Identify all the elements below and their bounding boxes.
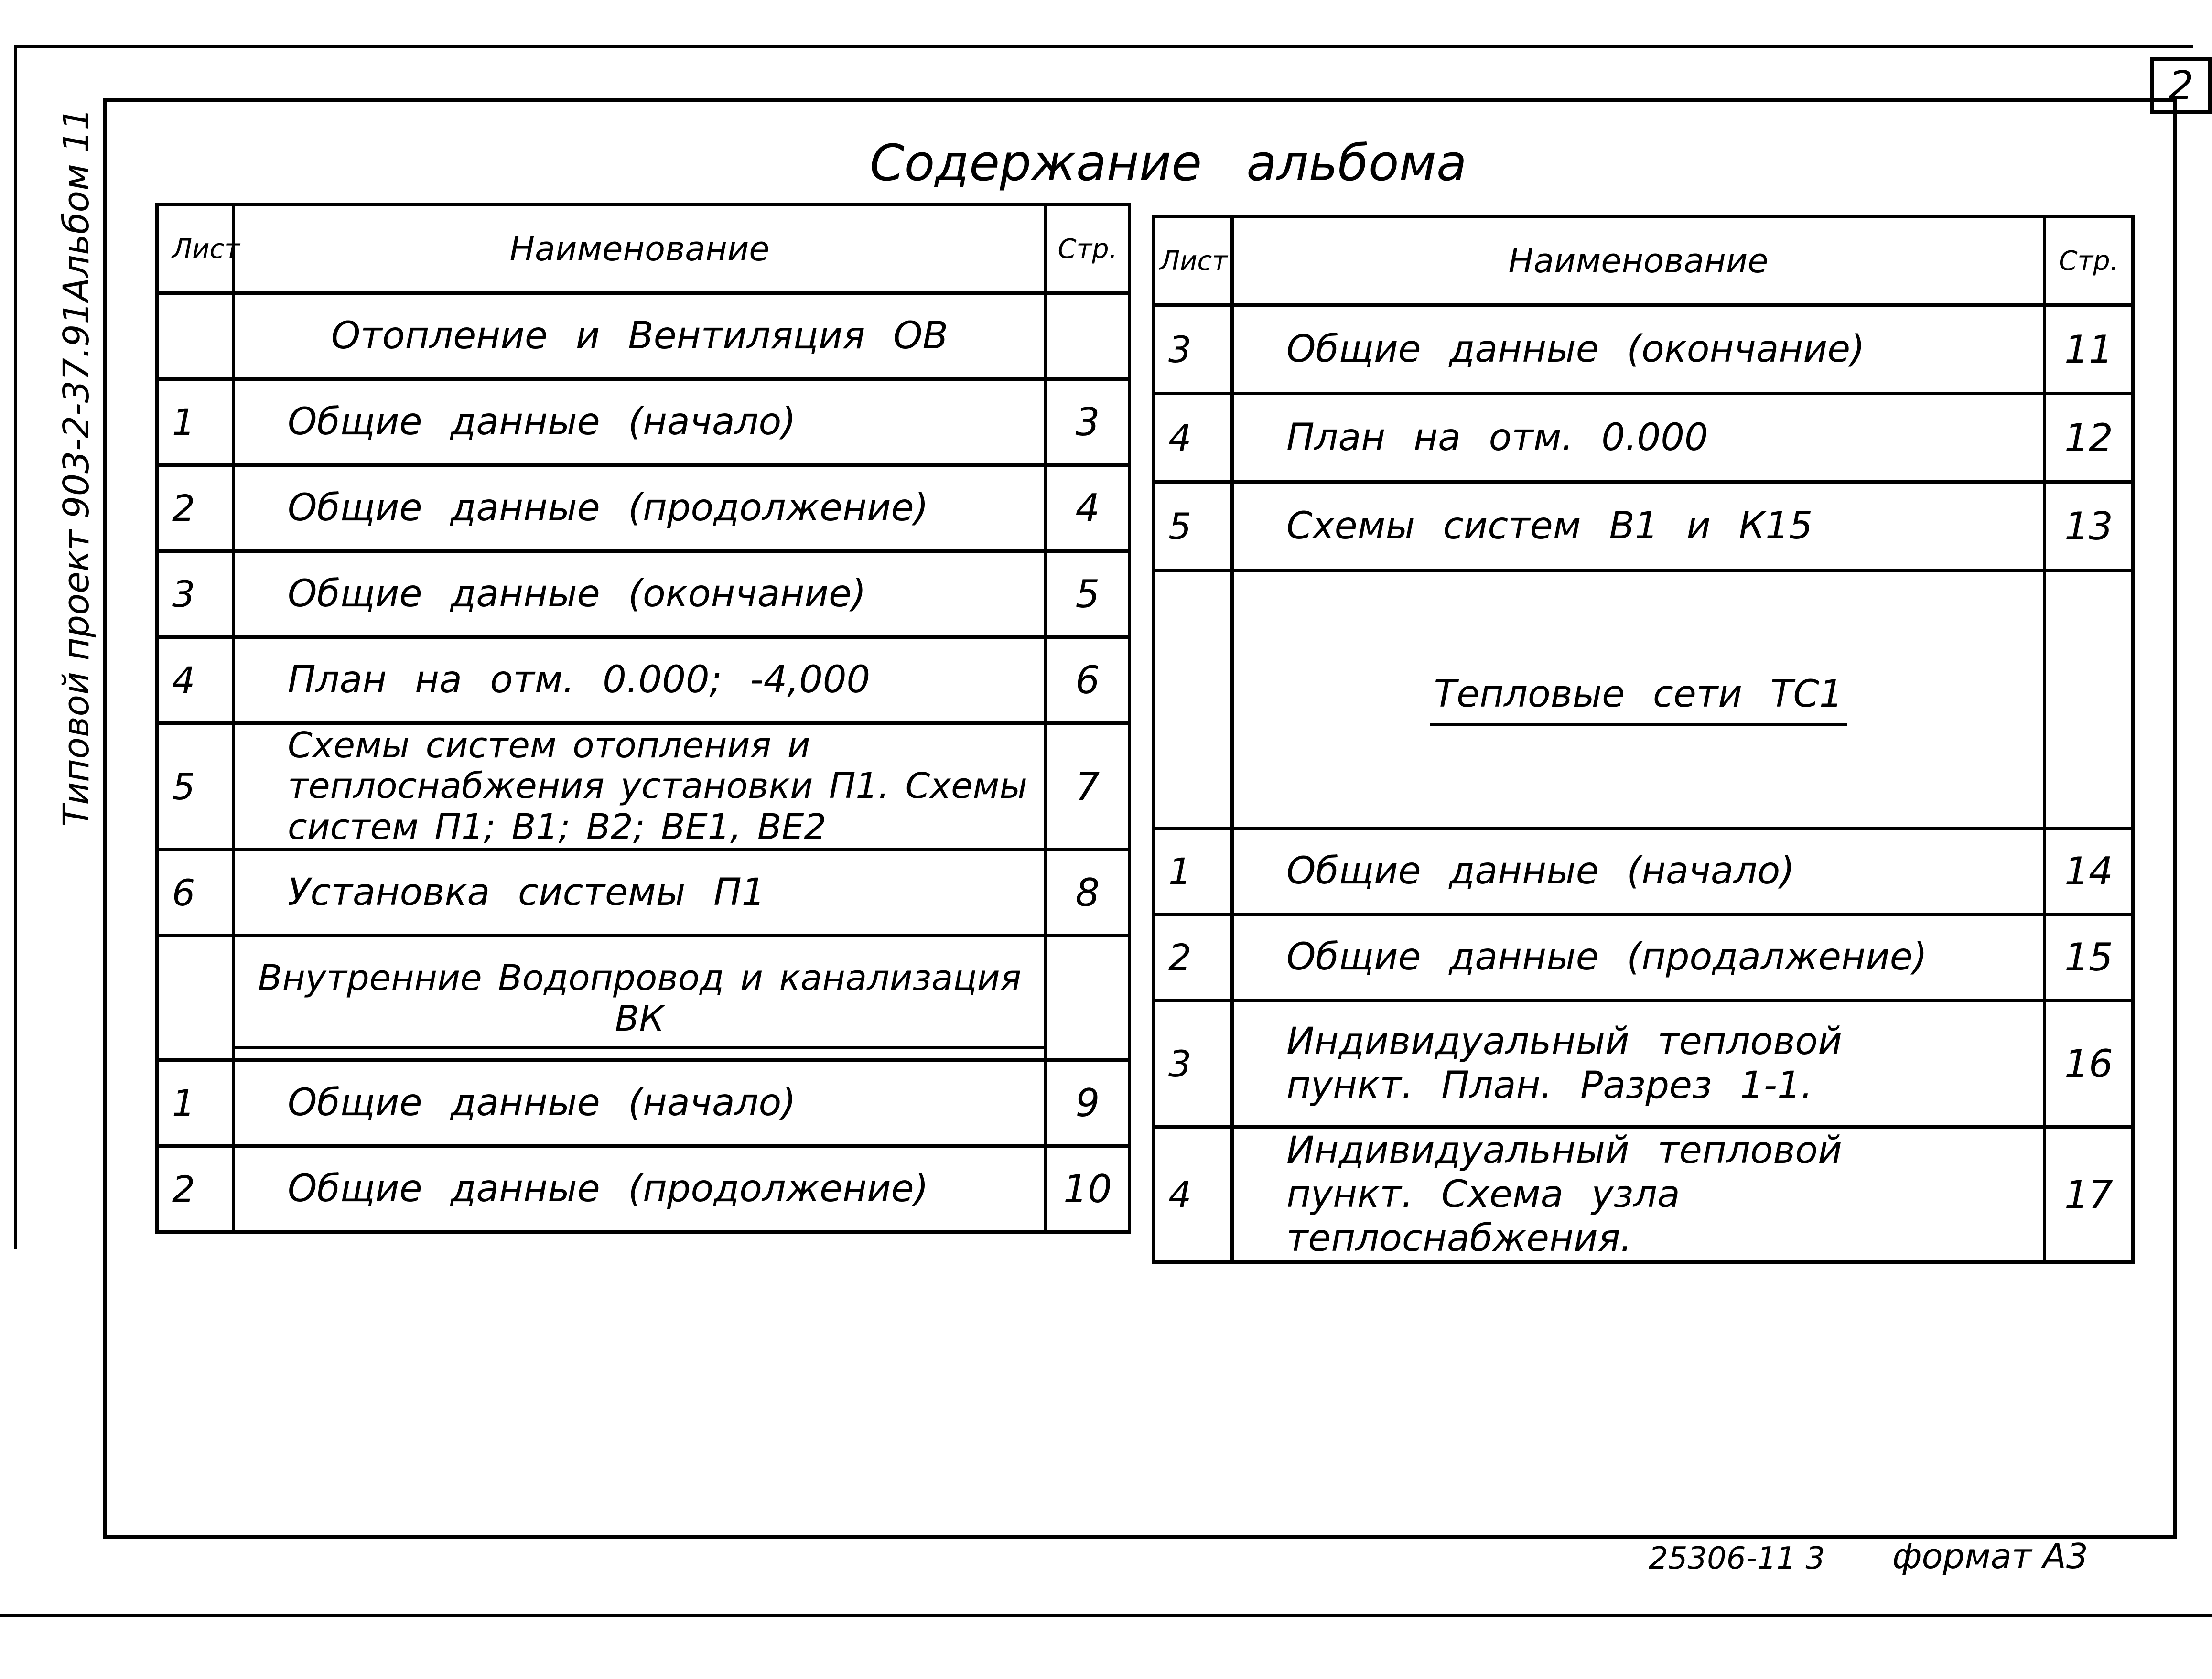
table-row	[157, 1146, 1130, 1232]
row-name: Общие данные (начало)	[234, 1060, 1046, 1146]
row-sheet: 1	[157, 1060, 234, 1146]
row-page: 8	[1046, 850, 1130, 936]
project-label: Типовой проект 903-2-37.91	[56, 301, 97, 827]
row-sheet: 4	[1154, 394, 1232, 482]
table-row	[1154, 1001, 2133, 1127]
row-sheet	[157, 293, 234, 379]
row-name: Индивидуальный тепловой пункт. План. Разрез 1-1.	[1232, 1001, 2045, 1127]
row-name: Общие данные (окончание)	[234, 551, 1046, 637]
row-sheet: 3	[1154, 305, 1232, 394]
row-sheet: 4	[157, 637, 234, 723]
header-name: Наименование	[234, 205, 1046, 293]
table-row	[157, 723, 1130, 850]
section-heading	[234, 936, 1046, 1060]
row-name: Общие данные (продолжение)	[234, 465, 1046, 551]
row-sheet	[1154, 570, 1232, 829]
table-row	[157, 637, 1130, 723]
row-name: Общие данные (окончание)	[1232, 305, 2045, 394]
header-page: Стр.	[1046, 205, 1130, 293]
table-row	[1154, 829, 2133, 915]
row-page: 15	[2045, 915, 2133, 1001]
outer-bottom-line	[0, 1614, 2212, 1617]
table-row	[1154, 482, 2133, 570]
table-row	[1154, 915, 2133, 1001]
row-sheet: 2	[1154, 915, 1232, 1001]
row-sheet	[157, 936, 234, 1060]
table-row	[1154, 570, 2133, 829]
album-label: Альбом 11	[56, 108, 97, 302]
row-sheet: 3	[157, 551, 234, 637]
header-sheet: Лист	[157, 205, 234, 293]
outer-top-line	[14, 45, 2193, 48]
row-name: Схемы систем отопления и теплоснабжения установки П1. Схемы систем П1; В1; В2; ВЕ1, ВЕ2	[234, 723, 1046, 850]
row-page	[2045, 570, 2133, 829]
row-sheet: 2	[157, 1146, 234, 1232]
table-row	[157, 551, 1130, 637]
outer-left-line	[14, 45, 17, 1249]
table-header	[1154, 217, 2133, 305]
row-page: 16	[2045, 1001, 2133, 1127]
table-header	[157, 205, 1130, 293]
row-page: 13	[2045, 482, 2133, 570]
row-page: 7	[1046, 723, 1130, 850]
sheet-number: 2	[2150, 57, 2212, 114]
table-row	[157, 293, 1130, 379]
section-heading: Отопление и Вентиляция ОВ	[234, 293, 1046, 379]
header-sheet: Лист	[1154, 217, 1232, 305]
contents-table-left	[155, 203, 1131, 1234]
row-name: План на отм. 0.000; -4,000	[234, 637, 1046, 723]
row-name: Установка системы П1	[234, 850, 1046, 936]
row-name: Индивидуальный тепловой пункт. Схема узла теплоснабжения.	[1232, 1127, 2045, 1262]
contents-table-right	[1152, 215, 2135, 1264]
row-page	[1046, 293, 1130, 379]
row-page: 14	[2045, 829, 2133, 915]
section-heading-text: Тепловые сети ТС1	[1430, 672, 1846, 726]
row-name: Схемы систем В1 и К15	[1232, 482, 2045, 570]
row-page: 6	[1046, 637, 1130, 723]
row-name: Общие данные (начало)	[1232, 829, 2045, 915]
row-sheet: 2	[157, 465, 234, 551]
row-page	[1046, 936, 1130, 1060]
page-title: Содержание альбома	[870, 134, 1467, 192]
row-page: 17	[2045, 1127, 2133, 1262]
table-row	[157, 1060, 1130, 1146]
row-page: 11	[2045, 305, 2133, 394]
table-row	[157, 465, 1130, 551]
row-name: Общие данные (продолжение)	[234, 1146, 1046, 1232]
drawing-code: 25306-11 3	[1649, 1541, 1825, 1576]
side-label	[48, 110, 105, 827]
table-row	[157, 379, 1130, 465]
row-page: 9	[1046, 1060, 1130, 1146]
row-page: 10	[1046, 1146, 1130, 1232]
row-name: Общие данные (начало)	[234, 379, 1046, 465]
table-row	[1154, 1127, 2133, 1262]
row-page: 3	[1046, 379, 1130, 465]
row-name: План на отм. 0.000	[1232, 394, 2045, 482]
section-heading	[1232, 570, 2045, 829]
row-sheet: 5	[157, 723, 234, 850]
header-name: Наименование	[1232, 217, 2045, 305]
row-page: 12	[2045, 394, 2133, 482]
row-sheet: 1	[157, 379, 234, 465]
row-page: 4	[1046, 465, 1130, 551]
table-row	[1154, 394, 2133, 482]
table-row	[157, 850, 1130, 936]
row-sheet: 5	[1154, 482, 1232, 570]
row-sheet: 4	[1154, 1127, 1232, 1262]
row-page: 5	[1046, 551, 1130, 637]
row-name: Общие данные (продалжение)	[1232, 915, 2045, 1001]
format-label: формат А3	[1892, 1536, 2088, 1576]
table-row	[1154, 305, 2133, 394]
section-heading-text: Внутренние Водопровод и канализация ВК	[235, 958, 1044, 1049]
row-sheet: 1	[1154, 829, 1232, 915]
row-sheet: 3	[1154, 1001, 1232, 1127]
header-page: Стр.	[2045, 217, 2133, 305]
table-row	[157, 936, 1130, 1060]
row-sheet: 6	[157, 850, 234, 936]
